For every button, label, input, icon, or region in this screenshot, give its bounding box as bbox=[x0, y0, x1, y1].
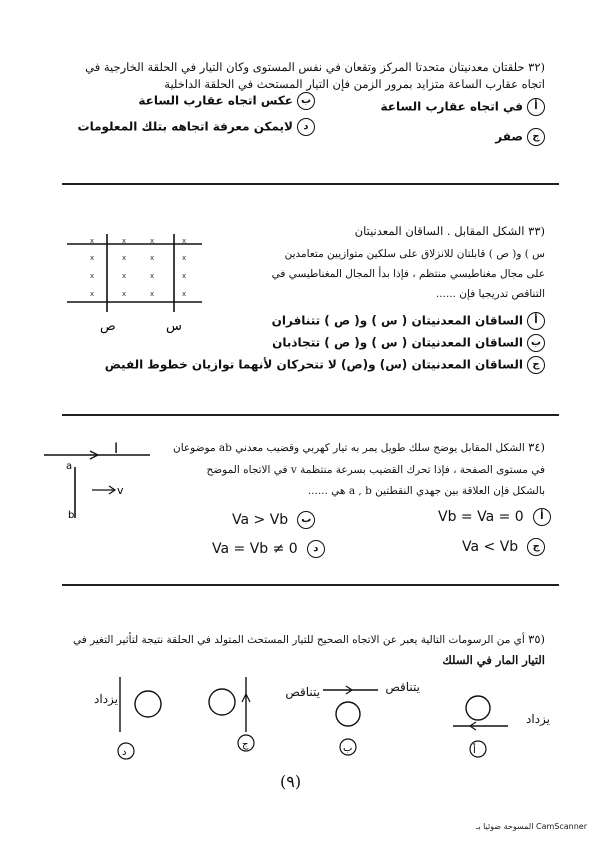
page-number: (٩) bbox=[280, 772, 302, 791]
loop-icon bbox=[336, 702, 360, 726]
q33-option-c[interactable] bbox=[90, 356, 545, 374]
option-marker: أ bbox=[527, 98, 545, 116]
q33-line3: على مجال مغناطيسي منتظم ، فإذا بدأ المجال المغناطيسي في bbox=[271, 268, 545, 280]
q32-option-b[interactable] bbox=[100, 92, 315, 110]
q34-option-d[interactable] bbox=[212, 538, 325, 558]
option-text: في اتجاه عقارب الساعة bbox=[380, 99, 523, 114]
option-marker: أ bbox=[533, 508, 551, 526]
q34-option-c[interactable] bbox=[462, 536, 545, 556]
option-text: لايمكن معرفة اتجاهه بتلك المعلومات bbox=[77, 119, 293, 134]
option-text: عكس اتجاه عقارب الساعة bbox=[138, 93, 293, 108]
option-text: الساقان المعدنيتان ( س ) و( ص ) تتجاذبان bbox=[272, 335, 523, 350]
svg-text:x: x bbox=[182, 290, 187, 298]
q33-option-b[interactable] bbox=[220, 334, 545, 352]
option-marker: أ bbox=[527, 312, 545, 330]
q33-line4: التناقص تدريجيا فإن ...... bbox=[435, 288, 545, 300]
option-text: Va > Vb bbox=[232, 512, 289, 528]
svg-text:x: x bbox=[122, 254, 127, 262]
svg-text:x: x bbox=[150, 254, 155, 262]
q34-number: (٣٤ bbox=[528, 440, 545, 454]
q33-number: (٣٣ bbox=[528, 224, 545, 238]
option-marker: ج bbox=[527, 128, 545, 146]
svg-text:x: x bbox=[90, 254, 95, 262]
svg-text:x: x bbox=[122, 237, 127, 245]
svg-text:x: x bbox=[122, 272, 127, 280]
point-a-label: a bbox=[66, 461, 73, 472]
svg-text:x: x bbox=[150, 237, 155, 245]
q33-line1 bbox=[245, 222, 545, 241]
option-marker: ج bbox=[242, 739, 249, 750]
svg-text:x: x bbox=[90, 290, 95, 298]
q35-line2: التيار المار في السلك bbox=[442, 653, 545, 667]
svg-text:x: x bbox=[182, 272, 187, 280]
option-marker: أ bbox=[473, 745, 476, 756]
option-text: Vb = Va = 0 bbox=[438, 509, 524, 525]
q32-option-a[interactable] bbox=[330, 98, 545, 116]
option-text: صفر bbox=[495, 129, 523, 144]
svg-text:x: x bbox=[90, 237, 95, 245]
section-divider bbox=[62, 183, 559, 185]
svg-text:x: x bbox=[182, 237, 187, 245]
q34-line1 bbox=[150, 438, 545, 458]
q33-text1: الشكل المقابل . الساقان المعدنيتان bbox=[354, 224, 525, 238]
q34-option-b[interactable] bbox=[232, 509, 315, 529]
q34-line3: بالشكل فإن العلاقة بين جهدي النقطتين a , b هي ...... bbox=[307, 485, 545, 497]
q34-wire-figure bbox=[40, 440, 160, 525]
q32-option-d[interactable] bbox=[77, 118, 315, 136]
option-marker: ب bbox=[527, 334, 545, 352]
rod-label-seen: س bbox=[166, 319, 182, 334]
q32-line2: اتجاه عقارب الساعة متزايد بمرور الزمن فإن التيار المستحث في الحلقة الداخلية bbox=[164, 77, 545, 91]
q33-rails-figure bbox=[62, 230, 212, 340]
option-marker: ج bbox=[527, 538, 545, 556]
q35-figure-a[interactable] bbox=[448, 688, 528, 768]
option-text: الساقان المعدنيتان ( س ) و( ص ) تتنافران bbox=[271, 313, 523, 328]
option-marker: ب bbox=[297, 511, 315, 529]
option-marker: د bbox=[122, 747, 127, 758]
point-b-label: b bbox=[68, 510, 75, 521]
q32-option-c[interactable] bbox=[330, 128, 545, 146]
option-marker: د bbox=[297, 118, 315, 136]
q33-line2: س ) و( ص ) قابلتان للانزلاق على سلكين متوازيين متعامدين bbox=[284, 248, 545, 260]
q35-label-b: يتناقص bbox=[385, 680, 420, 694]
q34-option-a[interactable] bbox=[438, 506, 551, 526]
option-text: Va = Vb ≠ 0 bbox=[212, 541, 298, 557]
q35-label-d: يزداد bbox=[94, 692, 118, 706]
q35-label-c: يتناقص bbox=[285, 685, 320, 699]
section-divider bbox=[62, 414, 559, 416]
field-markers bbox=[90, 237, 186, 298]
q33-option-a[interactable] bbox=[220, 312, 545, 330]
option-text: الساقان المعدنيتان (س) و(ص) لا تتحركان لأنهما توازيان خطوط الفيض bbox=[104, 357, 523, 372]
scanner-footer: CamScanner المسوحة ضوئيا بـ bbox=[475, 822, 587, 831]
svg-text:x: x bbox=[122, 290, 127, 298]
q35-label-a: يزداد bbox=[526, 712, 550, 726]
loop-icon bbox=[135, 691, 161, 717]
q35-number: (٣٥ bbox=[528, 632, 545, 646]
loop-icon bbox=[209, 689, 235, 715]
svg-text:x: x bbox=[150, 290, 155, 298]
q32-text1: حلقتان معدنيتان متحدتا المركز وتقعان في نفس المستوى وكان التيار في الحلقة الخارجية في bbox=[85, 60, 525, 74]
loop-icon bbox=[466, 696, 490, 720]
current-label: I bbox=[114, 441, 119, 457]
q32-number: (٣٢ bbox=[528, 60, 545, 74]
section-divider bbox=[62, 584, 559, 586]
option-marker: د bbox=[307, 540, 325, 558]
option-text: Va < Vb bbox=[462, 539, 519, 555]
svg-text:x: x bbox=[90, 272, 95, 280]
q34-line2: في مستوى الصفحة ، فإذا تحرك القضيب بسرعة منتظمة v في الاتجاه الموضح bbox=[206, 464, 545, 476]
option-marker: ب bbox=[297, 92, 315, 110]
svg-text:x: x bbox=[150, 272, 155, 280]
velocity-label: v bbox=[117, 484, 124, 497]
svg-text:x: x bbox=[182, 254, 187, 262]
option-marker: ب bbox=[343, 743, 353, 754]
q35-figure-d[interactable] bbox=[90, 672, 180, 762]
option-marker: ج bbox=[527, 356, 545, 374]
q35-text1: أي من الرسومات التالية يعبر عن الاتجاه الصحيح للتيار المستحث المتولد في الحلقة نتيجة لتأثير التغير في bbox=[72, 634, 525, 646]
q34-text1: الشكل المقابل يوضح سلك طويل يمر به تيار كهربي وقضيب معدني ab موضوعان bbox=[173, 442, 525, 454]
rod-label-sad: ص bbox=[100, 319, 116, 334]
q35-line1 bbox=[40, 630, 545, 650]
